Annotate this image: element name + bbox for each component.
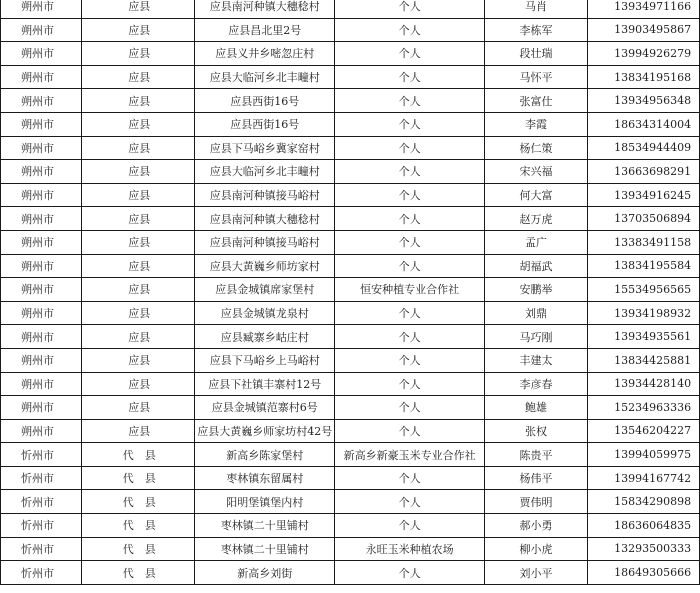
county-cell: 应县 [82,254,195,278]
address-cell: 应县南河种镇大穗稔村 [195,0,335,18]
county-cell: 代 县 [82,490,195,514]
address-cell: 应县下马峪乡上马峪村 [195,348,335,372]
phone-cell: 13994167742 [588,466,700,490]
contact-name-cell: 马巧刚 [484,325,587,349]
address-cell: 应县南河种镇接马峪村 [195,183,335,207]
table-row [1,514,700,538]
address-cell: 应县义井乡嘧忽庄村 [195,42,335,66]
phone-cell: 13903495867 [588,18,700,42]
table-row [1,0,700,18]
county-cell: 代 县 [82,466,195,490]
table-row [1,372,700,396]
city-cell: 朔州市 [1,89,82,113]
contact-name-cell: 宋兴福 [484,160,587,184]
entity-type-cell: 个人 [335,89,485,113]
phone-cell: 13934935561 [588,325,700,349]
phone-cell: 13834425881 [588,348,700,372]
county-cell: 应县 [82,183,195,207]
entity-type-cell: 个人 [335,230,485,254]
contact-name-cell: 何大富 [484,183,587,207]
entity-type-cell: 个人 [335,65,485,89]
address-cell: 枣林镇东留属村 [195,466,335,490]
county-cell: 应县 [82,65,195,89]
address-cell: 应县大黄巍乡师坊家村 [195,254,335,278]
entity-type-cell: 个人 [335,160,485,184]
table-row [1,89,700,113]
contact-name-cell: 李霞 [484,112,587,136]
county-cell: 代 县 [82,514,195,538]
entity-type-cell: 个人 [335,419,485,443]
county-cell: 应县 [82,325,195,349]
phone-cell: 18636064835 [588,514,700,538]
address-cell: 应县金城镇龙泉村 [195,301,335,325]
city-cell: 忻州市 [1,443,82,467]
address-cell: 应县下马峪乡冀家窑村 [195,136,335,160]
entity-type-cell: 个人 [335,112,485,136]
phone-cell: 18534944409 [588,136,700,160]
city-cell: 朔州市 [1,254,82,278]
contact-name-cell: 马怀平 [484,65,587,89]
entity-type-cell: 个人 [335,372,485,396]
phone-cell: 13546204227 [588,419,700,443]
county-cell: 应县 [82,396,195,420]
contact-name-cell: 贾伟明 [484,490,587,514]
phone-cell: 13834195584 [588,254,700,278]
address-cell: 应县南河种镇大穗稔村 [195,207,335,231]
county-cell: 应县 [82,18,195,42]
phone-cell: 13834195168 [588,65,700,89]
phone-cell: 13934956348 [588,89,700,113]
county-cell: 应县 [82,112,195,136]
entity-type-cell: 永旺玉米种植农场 [335,537,485,561]
table-row [1,278,700,302]
county-cell: 代 县 [82,561,195,585]
contact-name-cell: 段壮瑞 [484,42,587,66]
city-cell: 忻州市 [1,466,82,490]
table-row [1,18,700,42]
city-cell: 忻州市 [1,514,82,538]
county-cell: 应县 [82,230,195,254]
city-cell: 朔州市 [1,112,82,136]
phone-cell: 15234963336 [588,396,700,420]
city-cell: 朔州市 [1,230,82,254]
contact-name-cell: 陈贵平 [484,443,587,467]
city-cell: 朔州市 [1,136,82,160]
phone-cell: 13934971166 [588,0,700,18]
table-row [1,348,700,372]
entity-type-cell: 个人 [335,0,485,18]
city-cell: 朔州市 [1,207,82,231]
entity-type-cell: 个人 [335,514,485,538]
contact-name-cell: 胡福武 [484,254,587,278]
table-row [1,183,700,207]
contact-name-cell: 丰建太 [484,348,587,372]
address-cell: 应县昌北里2号 [195,18,335,42]
entity-type-cell: 个人 [335,561,485,585]
entity-type-cell: 个人 [335,207,485,231]
table-row [1,230,700,254]
address-cell: 枣林镇二十里铺村 [195,537,335,561]
city-cell: 朔州市 [1,301,82,325]
table-row [1,42,700,66]
address-cell: 应县金城镇席家堡村 [195,278,335,302]
county-cell: 代 县 [82,537,195,561]
county-cell: 应县 [82,372,195,396]
county-cell: 应县 [82,207,195,231]
address-cell: 阳明堡镇堡内村 [195,490,335,514]
city-cell: 朔州市 [1,348,82,372]
address-cell: 应县臧寨乡岵庄村 [195,325,335,349]
entity-type-cell: 个人 [335,466,485,490]
contact-name-cell: 杨仁策 [484,136,587,160]
table-row [1,537,700,561]
address-cell: 新高乡刘街 [195,561,335,585]
address-cell: 应县大黄巍乡师家坊村42号 [195,419,335,443]
address-cell: 应县南河种镇接马峪村 [195,230,335,254]
table-row [1,254,700,278]
table-row [1,301,700,325]
phone-cell: 18649305666 [588,561,700,585]
entity-type-cell: 个人 [335,301,485,325]
county-cell: 应县 [82,0,195,18]
entity-type-cell: 个人 [335,490,485,514]
city-cell: 朔州市 [1,278,82,302]
county-cell: 应县 [82,278,195,302]
entity-type-cell: 恒安种植专业合作社 [335,278,485,302]
contact-name-cell: 李栋军 [484,18,587,42]
city-cell: 忻州市 [1,537,82,561]
registry-table-body [1,0,700,584]
phone-cell: 15834290898 [588,490,700,514]
table-row [1,325,700,349]
city-cell: 朔州市 [1,183,82,207]
phone-cell: 13934916245 [588,183,700,207]
table-row [1,207,700,231]
table-row [1,466,700,490]
address-cell: 应县金城镇范寨村6号 [195,396,335,420]
entity-type-cell: 个人 [335,183,485,207]
table-row [1,490,700,514]
table-row [1,443,700,467]
city-cell: 朔州市 [1,42,82,66]
county-cell: 应县 [82,348,195,372]
city-cell: 朔州市 [1,18,82,42]
table-row [1,396,700,420]
table-row [1,419,700,443]
contact-name-cell: 马肖 [484,0,587,18]
city-cell: 朔州市 [1,372,82,396]
contact-name-cell: 安鹏举 [484,278,587,302]
contact-name-cell: 刘小平 [484,561,587,585]
entity-type-cell: 个人 [335,396,485,420]
contact-name-cell: 张权 [484,419,587,443]
phone-cell: 13293500333 [588,537,700,561]
city-cell: 朔州市 [1,65,82,89]
table-row [1,561,700,585]
county-cell: 应县 [82,160,195,184]
entity-type-cell: 个人 [335,136,485,160]
address-cell: 枣林镇二十里铺村 [195,514,335,538]
address-cell: 应县西街16号 [195,89,335,113]
entity-type-cell: 个人 [335,18,485,42]
contact-name-cell: 李彦春 [484,372,587,396]
county-cell: 应县 [82,42,195,66]
contact-name-cell: 张富仕 [484,89,587,113]
table-row [1,160,700,184]
table-row [1,112,700,136]
address-cell: 应县大临河乡北丰疃村 [195,65,335,89]
city-cell: 朔州市 [1,325,82,349]
phone-cell: 18634314004 [588,112,700,136]
county-cell: 应县 [82,301,195,325]
contact-name-cell: 刘鼎 [484,301,587,325]
phone-cell: 13383491158 [588,230,700,254]
city-cell: 朔州市 [1,419,82,443]
county-cell: 应县 [82,136,195,160]
contact-name-cell: 赵万虎 [484,207,587,231]
contact-name-cell: 柳小虎 [484,537,587,561]
entity-type-cell: 新高乡新豪玉米专业合作社 [335,443,485,467]
phone-cell: 15534956565 [588,278,700,302]
county-cell: 代 县 [82,443,195,467]
phone-cell: 13994926279 [588,42,700,66]
contact-name-cell: 孟广 [484,230,587,254]
table-row [1,65,700,89]
contact-name-cell: 杨伟平 [484,466,587,490]
phone-cell: 13934198932 [588,301,700,325]
entity-type-cell: 个人 [335,254,485,278]
city-cell: 朔州市 [1,0,82,18]
contact-name-cell: 郝小勇 [484,514,587,538]
contact-name-cell: 鲍雄 [484,396,587,420]
city-cell: 朔州市 [1,396,82,420]
entity-type-cell: 个人 [335,348,485,372]
city-cell: 朔州市 [1,160,82,184]
table-row [1,136,700,160]
county-cell: 应县 [82,89,195,113]
address-cell: 应县西街16号 [195,112,335,136]
county-cell: 应县 [82,419,195,443]
address-cell: 应县大临河乡北丰疃村 [195,160,335,184]
city-cell: 忻州市 [1,561,82,585]
address-cell: 应县下社镇丰寨村12号 [195,372,335,396]
phone-cell: 13994059975 [588,443,700,467]
phone-cell: 13663698291 [588,160,700,184]
phone-cell: 13934428140 [588,372,700,396]
entity-type-cell: 个人 [335,42,485,66]
phone-cell: 13703506894 [588,207,700,231]
entity-type-cell: 个人 [335,325,485,349]
city-cell: 忻州市 [1,490,82,514]
address-cell: 新高乡陈家堡村 [195,443,335,467]
